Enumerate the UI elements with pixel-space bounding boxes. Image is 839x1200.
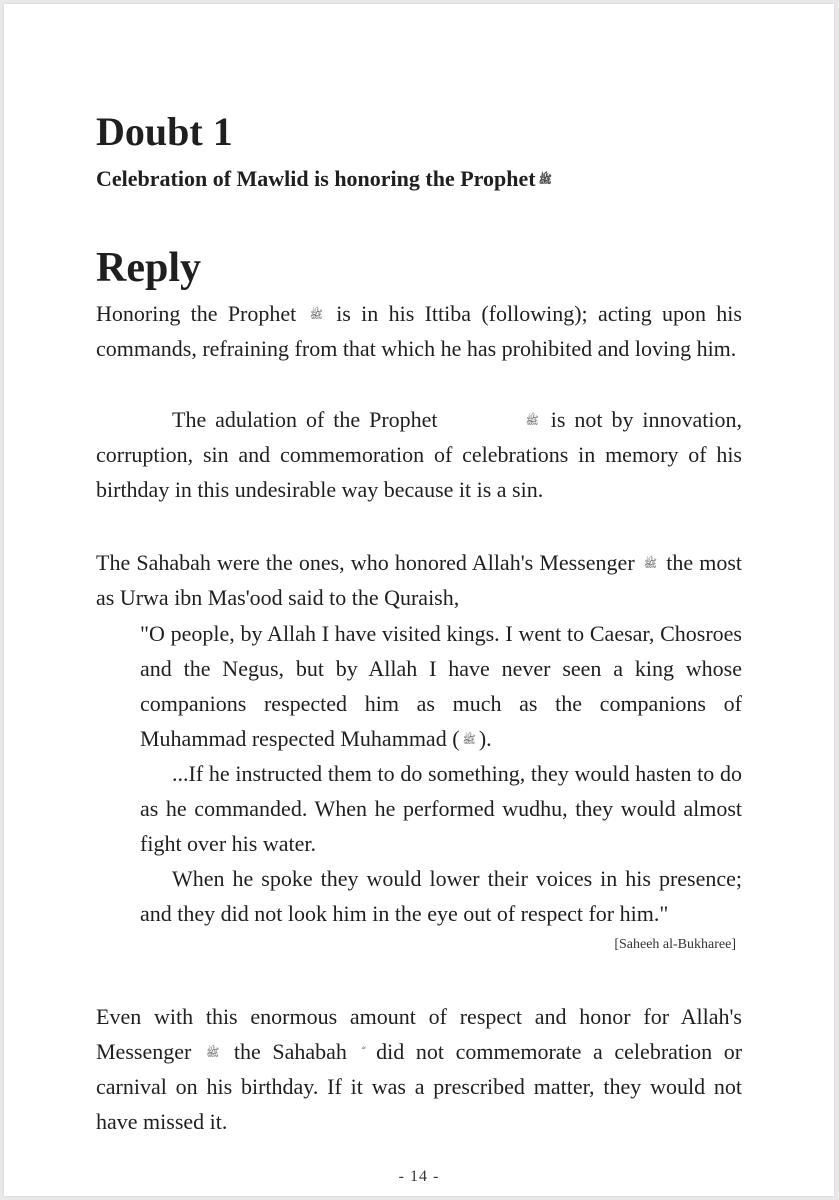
reply-p3-text-a: The Sahabah were the ones, who honored Allah's Messenger	[96, 550, 635, 575]
reply-p1-text-a: Honoring the Prophet	[96, 301, 297, 326]
reply-p1-text-b: is in his Ittiba (following); acting upon his commands, refraining from that which he has prohibited and loving him.	[96, 301, 742, 361]
doubt-subtitle	[96, 164, 555, 194]
quote-p1-text-b: ).	[478, 726, 492, 751]
reply-paragraph-1	[96, 296, 742, 366]
radiyallahu-icon	[359, 1047, 365, 1058]
salawat-icon: ﷺ	[205, 1046, 220, 1059]
reply-paragraph-2	[96, 402, 742, 507]
salawat-icon: ﷺ	[525, 414, 539, 427]
reply-paragraph-3	[96, 545, 742, 615]
doubt-subtitle-text: Celebration of Mawlid is honoring the Prophet	[96, 166, 536, 191]
conclusion-text-a: Even with this enormous amount of respect and honor for Allah's Messenger	[96, 1004, 742, 1064]
salawat-icon: ﷺ	[643, 557, 658, 570]
salawat-icon: ﷺ	[462, 733, 476, 746]
quote-p1-text-a: "O people, by Allah I have visited kings. I went to Caesar, Chosroes and the Negus, but by Allah I have never seen a king whose companions respected him as much as the companions of Muhammad respected Muhammad (	[140, 621, 742, 751]
reply-p3-text-b: the most as Urwa ibn Mas'ood said to the Quraish,	[96, 550, 742, 610]
quote-reference: [Saheeh al-Bukharee]	[614, 937, 736, 952]
doubt-title: Doubt 1	[96, 109, 233, 154]
quote-p3: When he spoke they would lower their voices in his presence; and they did not look him in the eye out of respect for him."	[140, 866, 742, 926]
hadith-quote	[140, 616, 742, 931]
reply-p2-text-a: The adulation of the Prophet	[172, 407, 438, 432]
page-number: - 14 -	[398, 1168, 440, 1185]
conclusion-text-b: the Sahabah	[233, 1039, 347, 1064]
conclusion-paragraph	[96, 999, 742, 1139]
document-page	[4, 4, 834, 1196]
salawat-icon: ﷺ	[309, 308, 323, 321]
reply-title: Reply	[96, 245, 201, 291]
quote-p2: ...If he instructed them to do something, they would hasten to do as he commanded. When he performed wudhu, they would almost fight over his water.	[140, 761, 742, 856]
conclusion-text-c: did not commemorate a celebration or carnival on his birthday. If it was a prescribed matter, they would not have missed it.	[96, 1039, 743, 1134]
salawat-icon: ﷺ	[538, 173, 552, 186]
reply-p2-text-b: is not by innovation, corruption, sin and commemoration of celebrations in memory of his birthday in this undesirable way because it is a sin.	[96, 407, 743, 502]
